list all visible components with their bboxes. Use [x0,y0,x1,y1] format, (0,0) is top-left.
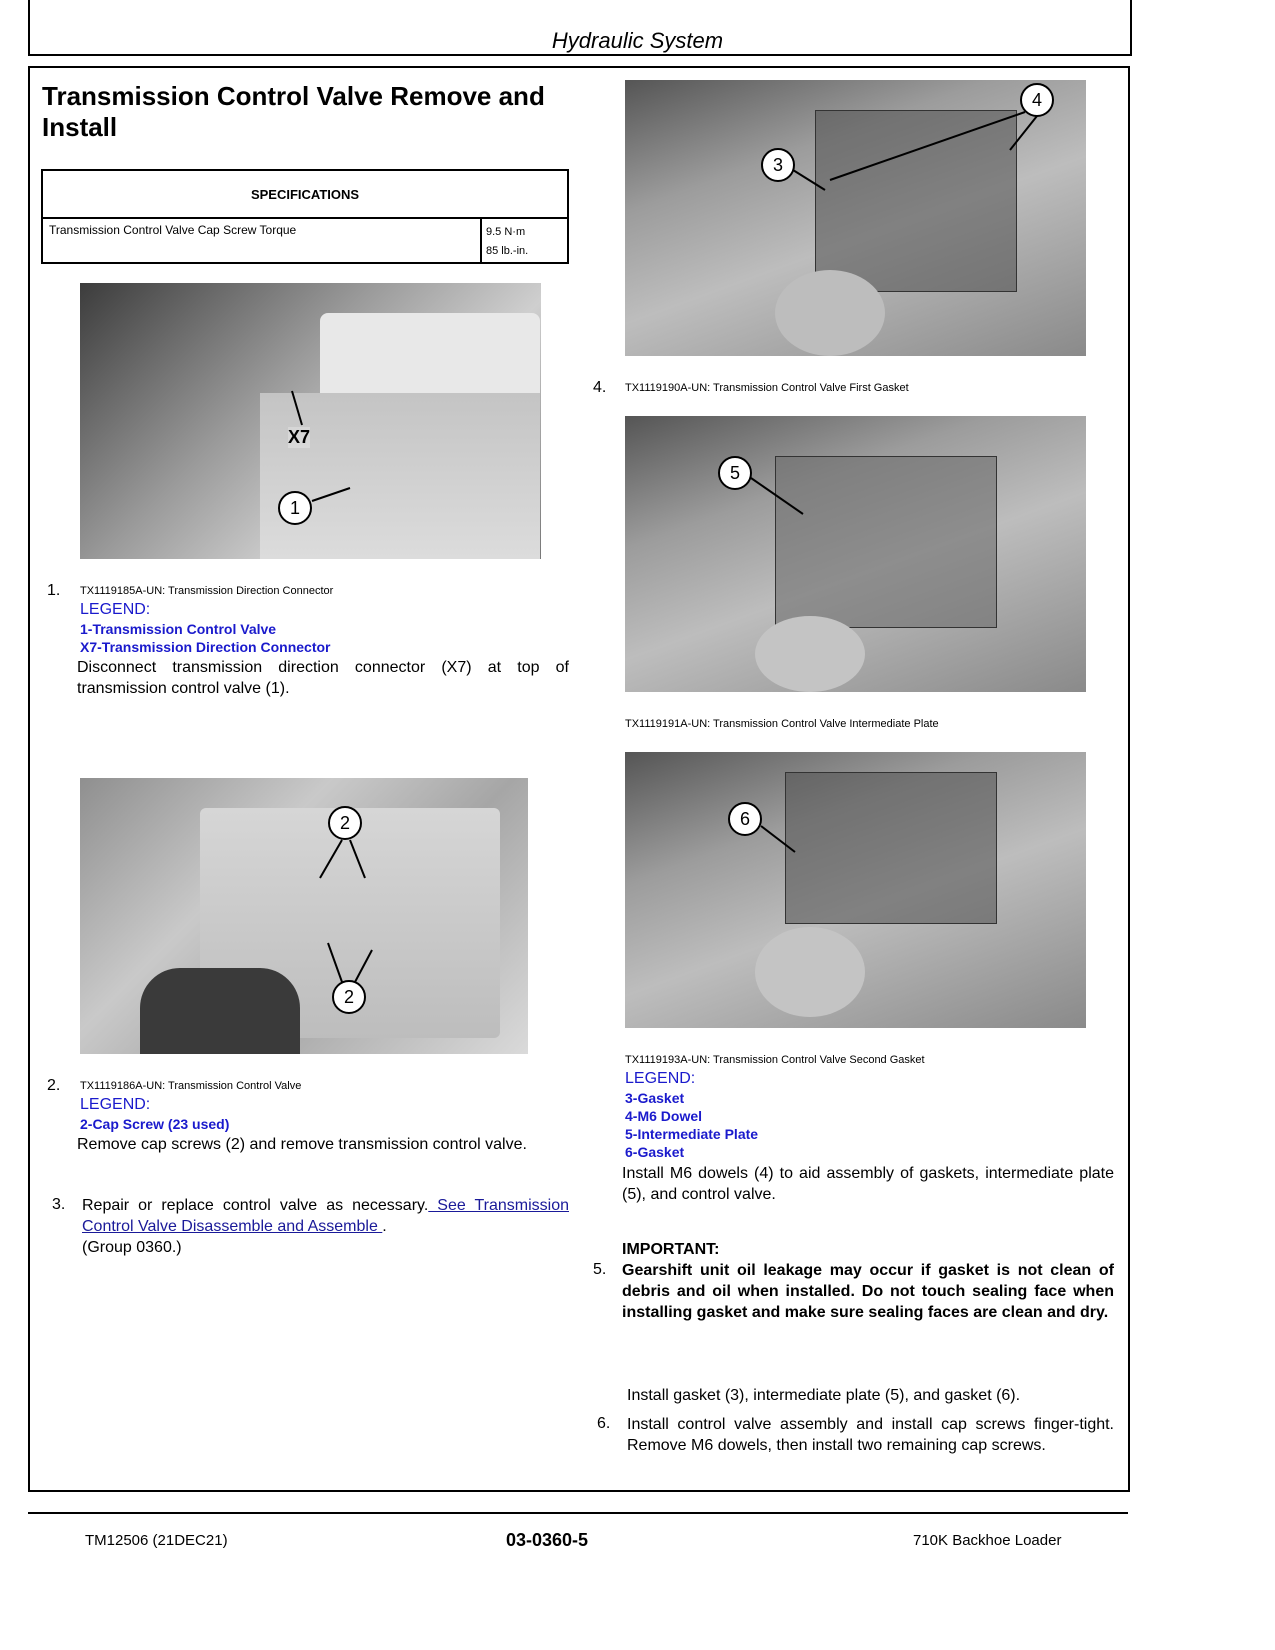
step-2-text: Remove cap screws (2) and remove transmission control valve. [77,1136,527,1153]
callout-6: 6 [728,802,762,836]
photoA-arrows [625,80,1086,356]
spec-value-metric: 9.5 N·m [486,226,526,238]
callout-5: 5 [718,456,752,490]
callout-4: 4 [1020,83,1054,117]
step-1-number: 1. [47,582,61,599]
step-1-caption: TX1119185A-UN: Transmission Direction Connector [80,585,334,597]
photoB-arrows [625,416,1086,692]
step-4-text: Install M6 dowels (4) to aid assembly of gaskets, intermediate plate (5), and control valve. [622,1165,1114,1203]
step-4-number: 4. [593,379,607,396]
step-3-group: (Group 0360.) [82,1239,182,1256]
step-4-legend-item: 4-M6 Dowel [625,1108,703,1124]
step-2-caption: TX1119186A-UN: Transmission Control Valve [80,1080,302,1092]
step-6-text: Install control valve assembly and install cap screws finger-tight. Remove M6 dowels, then install two remaining cap screws. [627,1416,1114,1454]
step-6-number: 6. [597,1415,611,1432]
step-4-caption-b: TX1119191A-UN: Transmission Control Valve Intermediate Plate [625,718,939,730]
footer-model: 710K Backhoe Loader [913,1532,1062,1549]
callout-2-top: 2 [328,806,362,840]
step-4-caption-a: TX1119190A-UN: Transmission Control Valve First Gasket [625,382,909,394]
step-4-legend-item: 5-Intermediate Plate [625,1126,759,1142]
footer-manual-id: TM12506 (21DEC21) [85,1532,228,1549]
footer-page-number: 03-0360-5 [506,1530,589,1550]
photoC-arrows [625,752,1086,1028]
step-2-legend-label: LEGEND: [80,1096,151,1113]
step-1-legend-label: LEGEND: [80,601,151,618]
callout-3: 3 [761,148,795,182]
photo-transmission-control-valve [80,778,528,1054]
see-disassemble-assemble-link[interactable]: See Transmission Control Valve Disassemble and Assemble [82,1197,569,1235]
step-4-legend-item: 6-Gasket [625,1144,685,1160]
specifications-heading: SPECIFICATIONS [43,171,567,219]
spec-divider [480,217,482,264]
step-3-period: . [382,1218,387,1235]
page-title: Transmission Control Valve Remove and Install [42,81,545,142]
spec-value [486,223,528,261]
step-2-number: 2. [47,1077,61,1094]
important-text: Gearshift unit oil leakage may occur if gasket is not clean of debris and oil when installed. Do not touch sealing face when installing gasket and make sure sealing faces are clean and dry. [622,1262,1114,1321]
step-3-instruction: Repair or replace control valve as necessary. [82,1197,429,1214]
spec-name: Transmission Control Valve Cap Screw Torque [49,223,297,237]
step-1-text: Disconnect transmission direction connector (X7) at top of transmission control valve (1). [77,659,569,697]
step-4-caption-c: TX1119193A-UN: Transmission Control Valve Second Gasket [625,1054,925,1066]
step-4-legend-label: LEGEND: [625,1070,696,1087]
section-title: Hydraulic System [551,28,724,53]
specifications-table [41,169,569,264]
step-1-legend-item: X7-Transmission Direction Connector [80,639,331,655]
step-3-number: 3. [52,1196,66,1213]
callout-x7: X7 [288,427,311,447]
step-4-legend-item: 3-Gasket [625,1090,685,1106]
photo-intermediate-plate [625,416,1086,692]
spec-value-imperial: 85 lb.-in. [486,245,529,257]
photo2-arrows [80,778,528,1054]
step-5-number: 5. [593,1261,607,1278]
important-label: IMPORTANT: [622,1241,720,1258]
step-5-text: Install gasket (3), intermediate plate (5), and gasket (6). [627,1387,1021,1404]
photo-transmission-direction-connector [80,283,541,559]
photo-second-gasket [625,752,1086,1028]
step-3-text [82,1195,569,1258]
step-1-legend-item: 1-Transmission Control Valve [80,621,277,637]
step-2-legend-item: 2-Cap Screw (23 used) [80,1116,230,1132]
callout-2-bottom: 2 [332,980,366,1014]
footer-rule [28,1512,1128,1514]
photo1-arrows [80,283,541,559]
callout-1: 1 [278,491,312,525]
photo-first-gasket [625,80,1086,356]
